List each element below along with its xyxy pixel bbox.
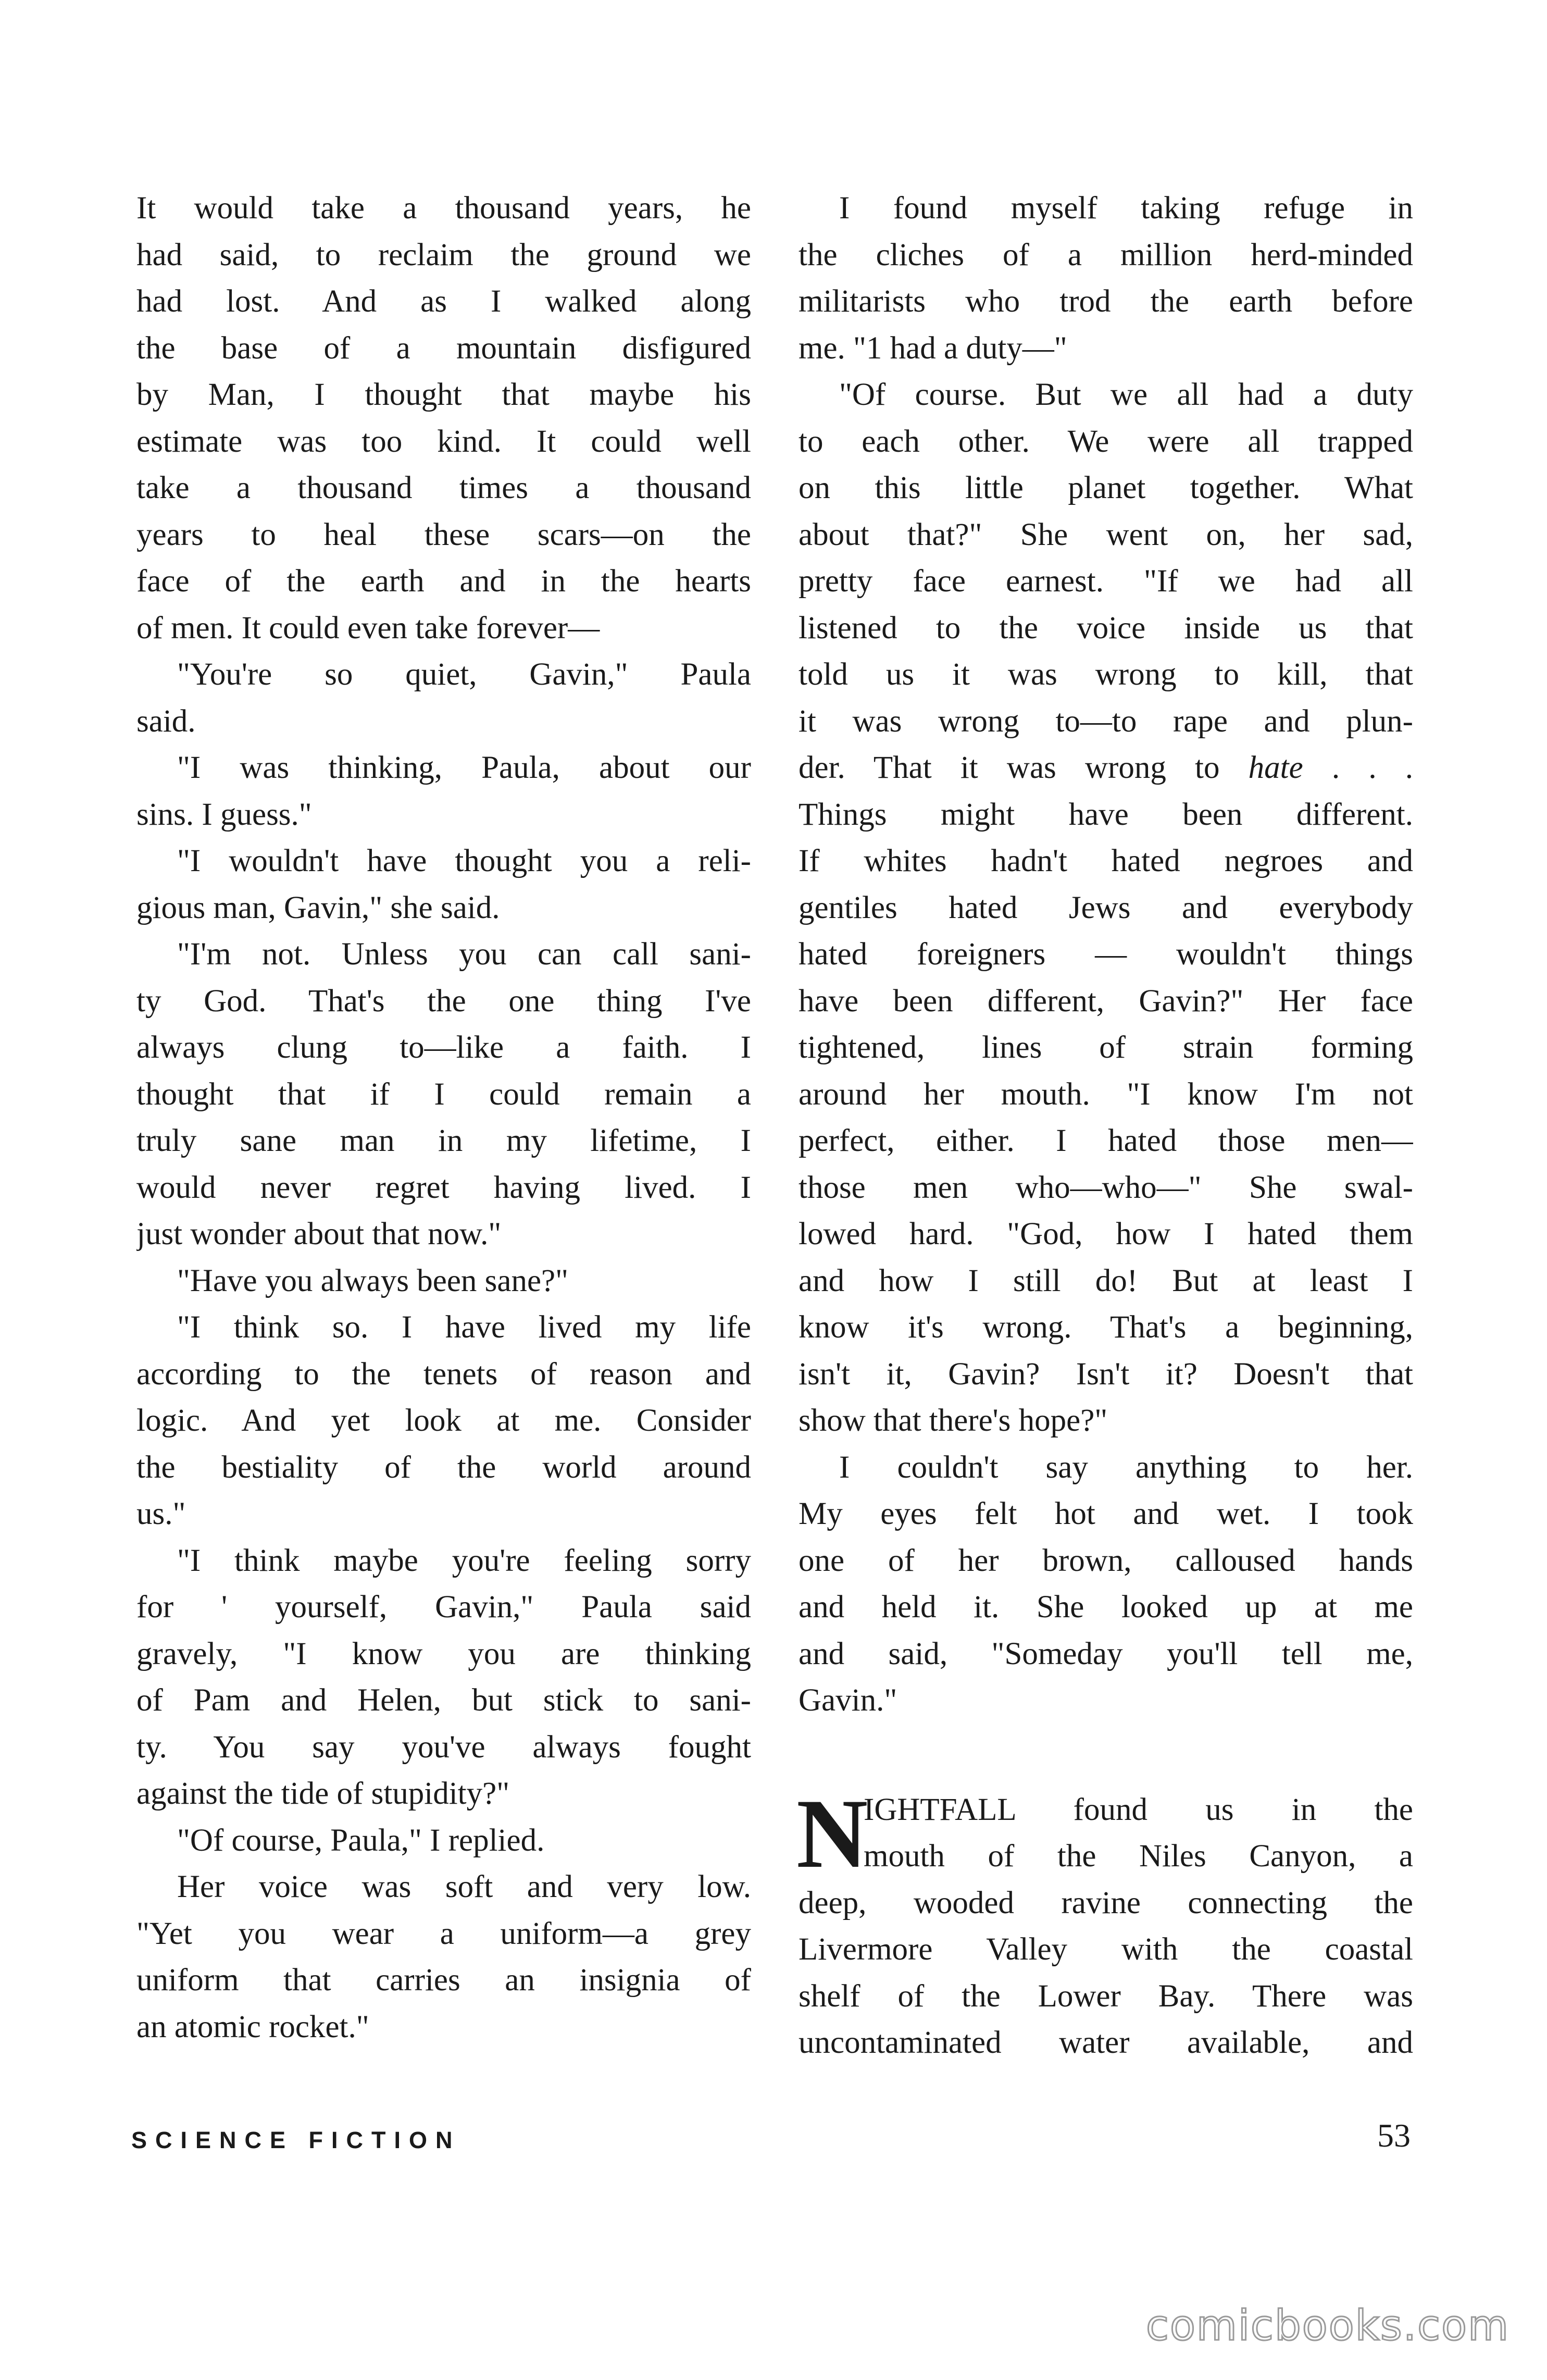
- text-line: "I'm not. Unless you can call sani-: [177, 937, 751, 972]
- text-line: have been different, Gavin?" Her face: [799, 983, 1413, 1019]
- text-line: pretty face earnest. "If we had all: [799, 564, 1413, 599]
- text-line: on this little planet together. What: [799, 470, 1413, 505]
- section-opening: [796, 1779, 1413, 2066]
- text-line: deep, wooded ravine connecting the: [799, 1885, 1413, 1920]
- text-line: hated foreigners — wouldn't things: [799, 937, 1413, 972]
- paragraph: [136, 1864, 751, 2050]
- section-break: [799, 1724, 1413, 1787]
- text-line: truly sane man in my lifetime, I: [136, 1123, 751, 1158]
- magazine-title-footer: SCIENCE FICTION: [131, 2127, 461, 2153]
- text-line: thought that if I could remain a: [136, 1076, 751, 1112]
- paragraph: [799, 1444, 1413, 1724]
- text-line: the base of a mountain disfigured: [136, 330, 751, 366]
- paragraph: [136, 1258, 751, 1305]
- paragraph: [136, 1817, 751, 1864]
- text-line: tightened, lines of strain forming: [799, 1030, 1413, 1065]
- text-line: perfect, either. I hated those men—: [799, 1123, 1413, 1158]
- left-text-column: [136, 185, 751, 2050]
- text-line: told us it was wrong to kill, that: [799, 657, 1413, 692]
- text-line: know it's wrong. That's a beginning,: [799, 1310, 1413, 1345]
- paragraph: [136, 1304, 751, 1538]
- text-line: Things might have been different.: [799, 797, 1413, 832]
- text-line: Her voice was soft and very low.: [177, 1869, 751, 1904]
- text-line: and held it. She looked up at me: [799, 1590, 1413, 1625]
- text-line: for ' yourself, Gavin," Paula said: [136, 1590, 751, 1625]
- paragraph: [136, 838, 751, 931]
- text-line: I found myself taking refuge in: [839, 191, 1413, 226]
- text-line: of men. It could even take forever—: [136, 610, 600, 646]
- text-line: me. "1 had a duty—": [799, 330, 1067, 366]
- text-line: the cliches of a million herd-minded: [799, 237, 1413, 272]
- text-line: show that there's hope?": [799, 1403, 1108, 1438]
- text-line: said.: [136, 703, 196, 739]
- text-line: mouth of the Niles Canyon, a: [864, 1839, 1413, 1874]
- drop-cap: N: [796, 1779, 868, 1889]
- text-line: one of her brown, calloused hands: [799, 1543, 1413, 1578]
- text-line: ty God. That's the one thing I've: [136, 983, 751, 1019]
- text-line: lowed hard. "God, how I hated them: [799, 1217, 1413, 1251]
- text-line: Gavin.": [799, 1683, 897, 1718]
- text-line: My eyes felt hot and wet. I took: [799, 1496, 1413, 1531]
- text-line: "I was thinking, Paula, about our: [177, 750, 751, 785]
- site-watermark: comicbooks.com: [1145, 2301, 1509, 2350]
- text-line: around her mouth. "I know I'm not: [799, 1076, 1413, 1112]
- text-line: an atomic rocket.": [136, 2009, 369, 2044]
- text-line: "I think maybe you're feeling sorry: [177, 1543, 751, 1578]
- text-line: of Pam and Helen, but stick to sani-: [136, 1683, 751, 1718]
- text-line: listened to the voice inside us that: [799, 610, 1413, 646]
- text-line: estimate was too kind. It could well: [136, 424, 751, 459]
- paragraph: [136, 1538, 751, 1817]
- text-line: isn't it, Gavin? Isn't it? Doesn't that: [799, 1356, 1413, 1392]
- text-line: it was wrong to—to rape and plun-: [799, 703, 1413, 739]
- text-line: us.": [136, 1496, 186, 1531]
- right-text-column: [796, 185, 1413, 2066]
- text-line: IGHTFALL found us in the: [864, 1792, 1413, 1827]
- text-line: "Of course. But we all had a duty: [839, 377, 1413, 412]
- text-line: "You're so quiet, Gavin," Paula: [177, 657, 751, 692]
- text-line: "Have you always been sane?": [177, 1263, 569, 1298]
- text-line: about that?" She went on, her sad,: [799, 517, 1413, 552]
- text-line: just wonder about that now.": [136, 1217, 502, 1251]
- text-line: It would take a thousand years, he: [136, 191, 751, 226]
- text-line: gentiles hated Jews and everybody: [799, 890, 1413, 925]
- text-line: those men who—who—" She swal-: [799, 1170, 1413, 1205]
- paragraph: [799, 371, 1413, 1444]
- text-line: logic. And yet look at me. Consider: [136, 1403, 751, 1438]
- text-line: Livermore Valley with the coastal: [799, 1932, 1413, 1967]
- text-line: take a thousand times a thousand: [136, 470, 751, 505]
- text-line: the bestiality of the world around: [136, 1449, 751, 1485]
- text-line: der. That it was wrong to hate . . .: [799, 750, 1413, 785]
- text-line: had lost. And as I walked along: [136, 284, 751, 319]
- text-line: uniform that carries an insignia of: [136, 1963, 751, 1998]
- text-line: sins. I guess.": [136, 797, 312, 832]
- text-line: and said, "Someday you'll tell me,: [799, 1636, 1413, 1671]
- paragraph: [136, 931, 751, 1258]
- paragraph: [136, 745, 751, 838]
- text-line: I couldn't say anything to her.: [839, 1449, 1413, 1485]
- text-line: shelf of the Lower Bay. There was: [799, 1978, 1413, 2014]
- text-line: "I think so. I have lived my life: [177, 1310, 751, 1345]
- text-line: and how I still do! But at least I: [799, 1263, 1413, 1298]
- text-line: "Of course, Paula," I replied.: [177, 1823, 545, 1858]
- text-line: always clung to—like a faith. I: [136, 1030, 751, 1065]
- text-line: would never regret having lived. I: [136, 1170, 751, 1205]
- paragraph: [799, 185, 1413, 371]
- paragraph: [136, 651, 751, 745]
- text-line: uncontaminated water available, and: [799, 2025, 1413, 2060]
- text-line: had said, to reclaim the ground we: [136, 237, 751, 272]
- paragraph: [136, 185, 751, 651]
- text-line: against the tide of stupidity?": [136, 1776, 510, 1811]
- text-line: "I wouldn't have thought you a reli-: [177, 844, 751, 878]
- text-line: gravely, "I know you are thinking: [136, 1636, 751, 1671]
- text-line: "Yet you wear a uniform—a grey: [136, 1916, 751, 1951]
- text-line: years to heal these scars—on the: [136, 517, 751, 552]
- text-line: gious man, Gavin," she said.: [136, 890, 500, 925]
- text-line: If whites hadn't hated negroes and: [799, 844, 1413, 878]
- page-number: 53: [1377, 2117, 1411, 2154]
- text-line: militarists who trod the earth before: [799, 284, 1413, 319]
- text-line: to each other. We were all trapped: [799, 424, 1413, 459]
- text-line: ty. You say you've always fought: [136, 1729, 751, 1765]
- text-line: according to the tenets of reason and: [136, 1356, 751, 1392]
- text-line: by Man, I thought that maybe his: [136, 377, 751, 412]
- text-line: face of the earth and in the hearts: [136, 564, 751, 599]
